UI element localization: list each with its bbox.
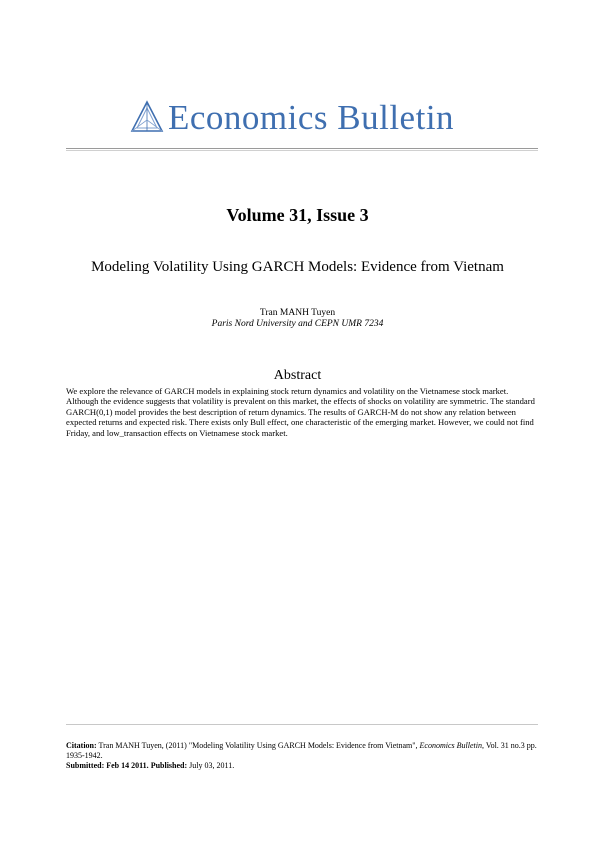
abstract-text: We explore the relevance of GARCH models in explaining stock return dynamics and volatility on the Vietnamese stock market. Although the evidence suggests that volatility is prevalent on this market, the effects of shocks on volatility are symmetric. The standard GARCH(0,1) model provides the best description of return dynamics. The results of GARCH-M do not show any relation between expected returns and expected risk. There exists only Bull effect, one characteristic of the emerging market. However, we could not find Friday, and low_transaction effects on Vietnamese stock market. [66, 386, 535, 438]
published-date: July 03, 2011. [187, 761, 235, 770]
citation-journal: Economics Bulletin [419, 741, 482, 750]
citation-authors: Tran MANH Tuyen, (2011) "Modeling Volatility Using GARCH Models: Evidence from Vietnam", [96, 741, 420, 750]
submitted-label: Submitted: [66, 761, 105, 770]
journal-name: Economics Bulletin [168, 98, 455, 137]
masthead [0, 96, 595, 140]
abstract-heading: Abstract [273, 368, 322, 383]
author-affiliation: Paris Nord University and CEPN UMR 7234 [211, 319, 384, 329]
submitted-date: Feb 14 2011. [104, 761, 151, 770]
paper-title: Modeling Volatility Using GARCH Models: Evidence from Vietnam [91, 259, 504, 275]
triangle-logo-icon [130, 100, 164, 134]
citation-label: Citation: [66, 741, 97, 750]
footer-divider [66, 724, 538, 725]
citation-block [66, 741, 538, 771]
author-name: Tran MANH Tuyen [259, 308, 336, 318]
published-label: Published: [150, 761, 188, 770]
header-divider [66, 148, 538, 151]
volume-issue: Volume 31, Issue 3 [226, 205, 369, 225]
citation-volume: , Vol. 31 no.3 pp. 1935-1942. [66, 741, 537, 760]
